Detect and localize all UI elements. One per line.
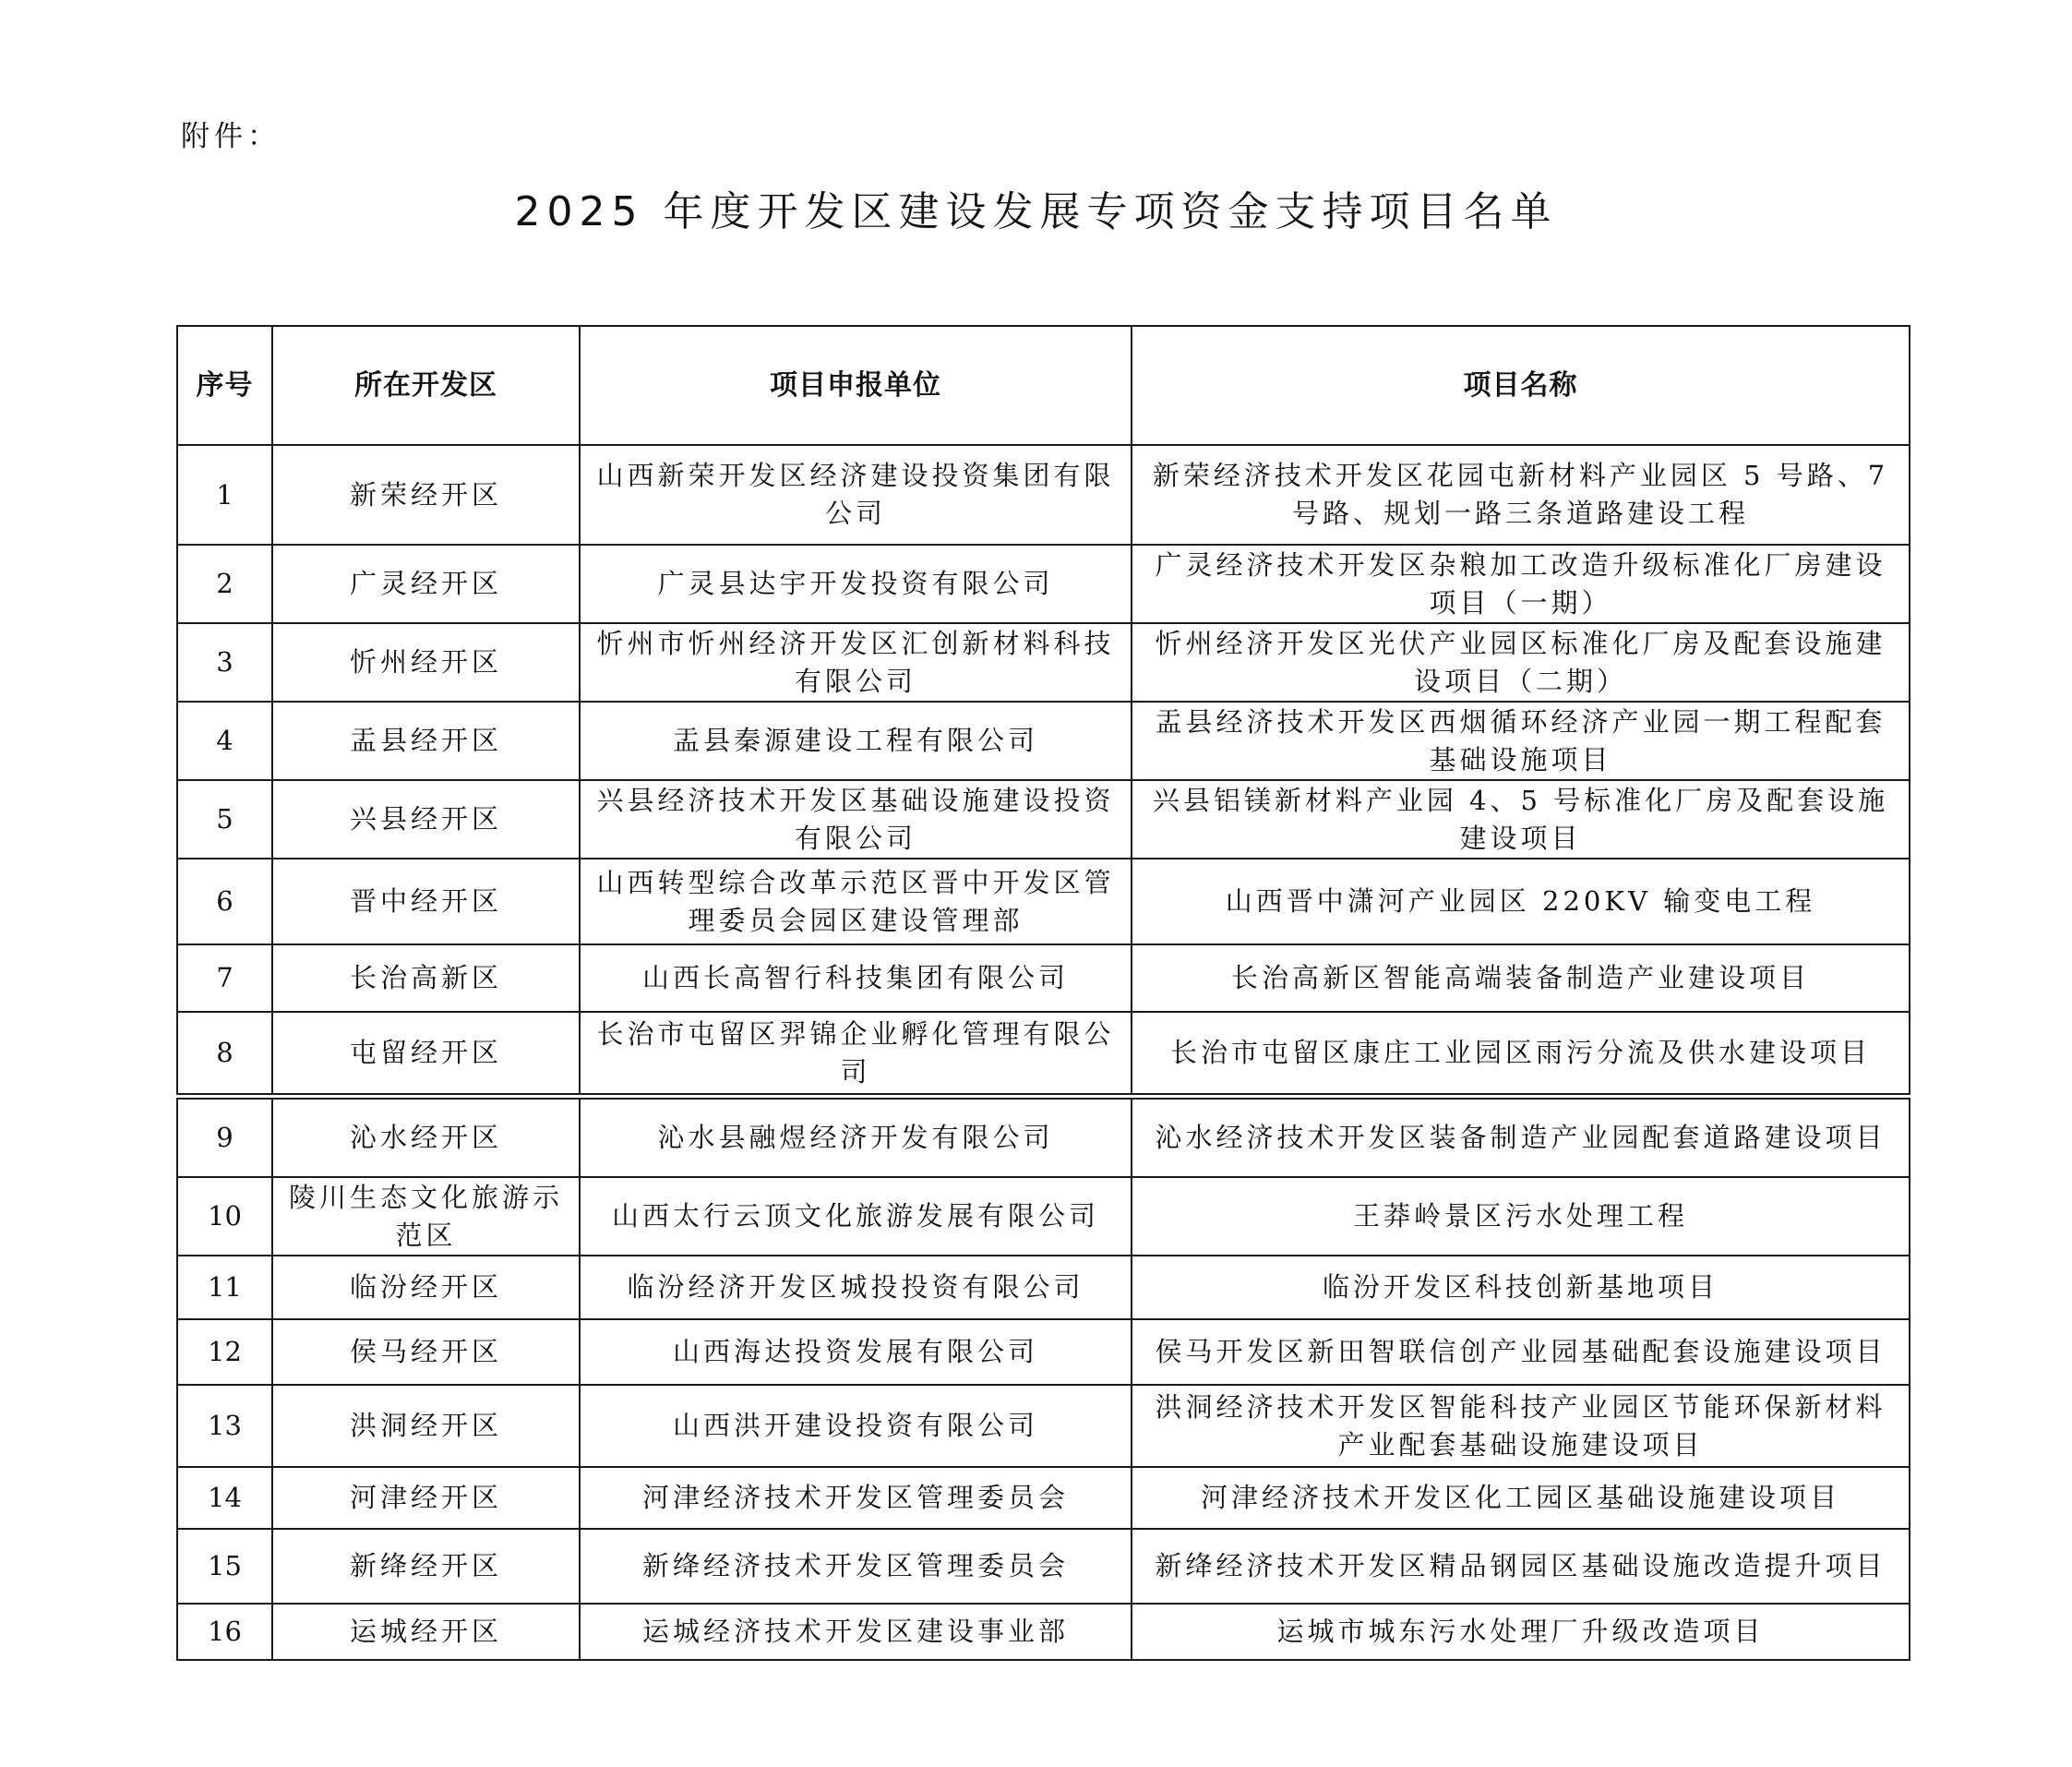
row-zone: 沁水经开区 (272, 1099, 580, 1177)
row-unit: 河津经济技术开发区管理委员会 (580, 1467, 1132, 1529)
table-row (177, 1012, 1910, 1094)
table-row (177, 623, 1910, 702)
header-development-zone: 所在开发区 (272, 326, 580, 445)
row-zone: 盂县经开区 (272, 702, 580, 780)
row-number: 6 (177, 859, 272, 944)
row-unit: 广灵县达宇开发投资有限公司 (580, 545, 1132, 623)
row-unit: 山西转型综合改革示范区晋中开发区管理委员会园区建设管理部 (580, 859, 1132, 944)
table-row (177, 859, 1910, 944)
row-zone: 侯马经开区 (272, 1319, 580, 1385)
row-zone: 新绛经开区 (272, 1529, 580, 1604)
table-row (177, 702, 1910, 780)
row-zone: 广灵经开区 (272, 545, 580, 623)
row-number: 5 (177, 780, 272, 859)
table-row (177, 445, 1910, 545)
row-number: 13 (177, 1385, 272, 1467)
row-unit: 山西新荣开发区经济建设投资集团有限公司 (580, 445, 1132, 545)
row-zone: 陵川生态文化旅游示范区 (272, 1177, 580, 1256)
row-unit: 沁水县融煜经济开发有限公司 (580, 1099, 1132, 1177)
document-title: 2025 年度开发区建设发展专项资金支持项目名单 (514, 188, 1558, 235)
row-project: 忻州经济开发区光伏产业园区标准化厂房及配套设施建设项目（二期） (1132, 623, 1910, 702)
row-unit: 山西洪开建设投资有限公司 (580, 1385, 1132, 1467)
row-unit: 兴县经济技术开发区基础设施建设投资有限公司 (580, 780, 1132, 859)
row-zone: 临汾经开区 (272, 1256, 580, 1319)
attachment-label: 附件： (181, 120, 281, 153)
row-project: 临汾开发区科技创新基地项目 (1132, 1256, 1910, 1319)
row-zone: 忻州经开区 (272, 623, 580, 702)
header-project-name: 项目名称 (1132, 326, 1910, 445)
table-row (177, 1604, 1910, 1660)
table-row (177, 1177, 1910, 1256)
row-number: 12 (177, 1319, 272, 1385)
row-number: 11 (177, 1256, 272, 1319)
row-unit: 临汾经济开发区城投投资有限公司 (580, 1256, 1132, 1319)
row-project: 山西晋中潇河产业园区 220KV 输变电工程 (1132, 859, 1910, 944)
row-unit: 忻州市忻州经济开发区汇创新材料科技有限公司 (580, 623, 1132, 702)
project-table-part-1 (176, 325, 1910, 1095)
row-project: 长治市屯留区康庄工业园区雨污分流及供水建设项目 (1132, 1012, 1910, 1094)
row-zone: 河津经开区 (272, 1467, 580, 1529)
table-row (177, 1529, 1910, 1604)
row-number: 3 (177, 623, 272, 702)
header-applicant-unit: 项目申报单位 (580, 326, 1132, 445)
row-number: 1 (177, 445, 272, 545)
row-project: 盂县经济技术开发区西烟循环经济产业园一期工程配套基础设施项目 (1132, 702, 1910, 780)
row-zone: 运城经开区 (272, 1604, 580, 1660)
table-row (177, 1467, 1910, 1529)
row-number: 4 (177, 702, 272, 780)
table-row (177, 545, 1910, 623)
row-number: 14 (177, 1467, 272, 1529)
row-project: 新荣经济技术开发区花园屯新材料产业园区 5 号路、7 号路、规划一路三条道路建设工程 (1132, 445, 1910, 545)
row-zone: 长治高新区 (272, 944, 580, 1012)
header-serial-number: 序号 (177, 326, 272, 445)
row-project: 王莽岭景区污水处理工程 (1132, 1177, 1910, 1256)
row-zone: 新荣经开区 (272, 445, 580, 545)
table-header-row (177, 326, 1910, 445)
row-number: 10 (177, 1177, 272, 1256)
table-row (177, 1319, 1910, 1385)
row-project: 广灵经济技术开发区杂粮加工改造升级标准化厂房建设项目（一期） (1132, 545, 1910, 623)
row-zone: 晋中经开区 (272, 859, 580, 944)
row-unit: 山西太行云顶文化旅游发展有限公司 (580, 1177, 1132, 1256)
row-project: 长治高新区智能高端装备制造产业建设项目 (1132, 944, 1910, 1012)
row-project: 沁水经济技术开发区装备制造产业园配套道路建设项目 (1132, 1099, 1910, 1177)
row-number: 16 (177, 1604, 272, 1660)
project-table-part-2 (176, 1098, 1910, 1661)
row-unit: 新绛经济技术开发区管理委员会 (580, 1529, 1132, 1604)
table-row (177, 944, 1910, 1012)
row-unit: 运城经济技术开发区建设事业部 (580, 1604, 1132, 1660)
row-project: 洪洞经济技术开发区智能科技产业园区节能环保新材料产业配套基础设施建设项目 (1132, 1385, 1910, 1467)
row-project: 兴县铝镁新材料产业园 4、5 号标准化厂房及配套设施建设项目 (1132, 780, 1910, 859)
table-row (177, 1099, 1910, 1177)
row-number: 9 (177, 1099, 272, 1177)
row-project: 新绛经济技术开发区精品钢园区基础设施改造提升项目 (1132, 1529, 1910, 1604)
row-number: 2 (177, 545, 272, 623)
row-unit: 盂县秦源建设工程有限公司 (580, 702, 1132, 780)
row-number: 15 (177, 1529, 272, 1604)
row-unit: 山西海达投资发展有限公司 (580, 1319, 1132, 1385)
row-unit: 山西长高智行科技集团有限公司 (580, 944, 1132, 1012)
row-unit: 长治市屯留区羿锦企业孵化管理有限公司 (580, 1012, 1132, 1094)
row-project: 河津经济技术开发区化工园区基础设施建设项目 (1132, 1467, 1910, 1529)
row-zone: 兴县经开区 (272, 780, 580, 859)
row-zone: 屯留经开区 (272, 1012, 580, 1094)
row-zone: 洪洞经开区 (272, 1385, 580, 1467)
row-number: 8 (177, 1012, 272, 1094)
table-row (177, 1385, 1910, 1467)
row-project: 侯马开发区新田智联信创产业园基础配套设施建设项目 (1132, 1319, 1910, 1385)
table-row (177, 1256, 1910, 1319)
row-project: 运城市城东污水处理厂升级改造项目 (1132, 1604, 1910, 1660)
row-number: 7 (177, 944, 272, 1012)
table-row (177, 780, 1910, 859)
